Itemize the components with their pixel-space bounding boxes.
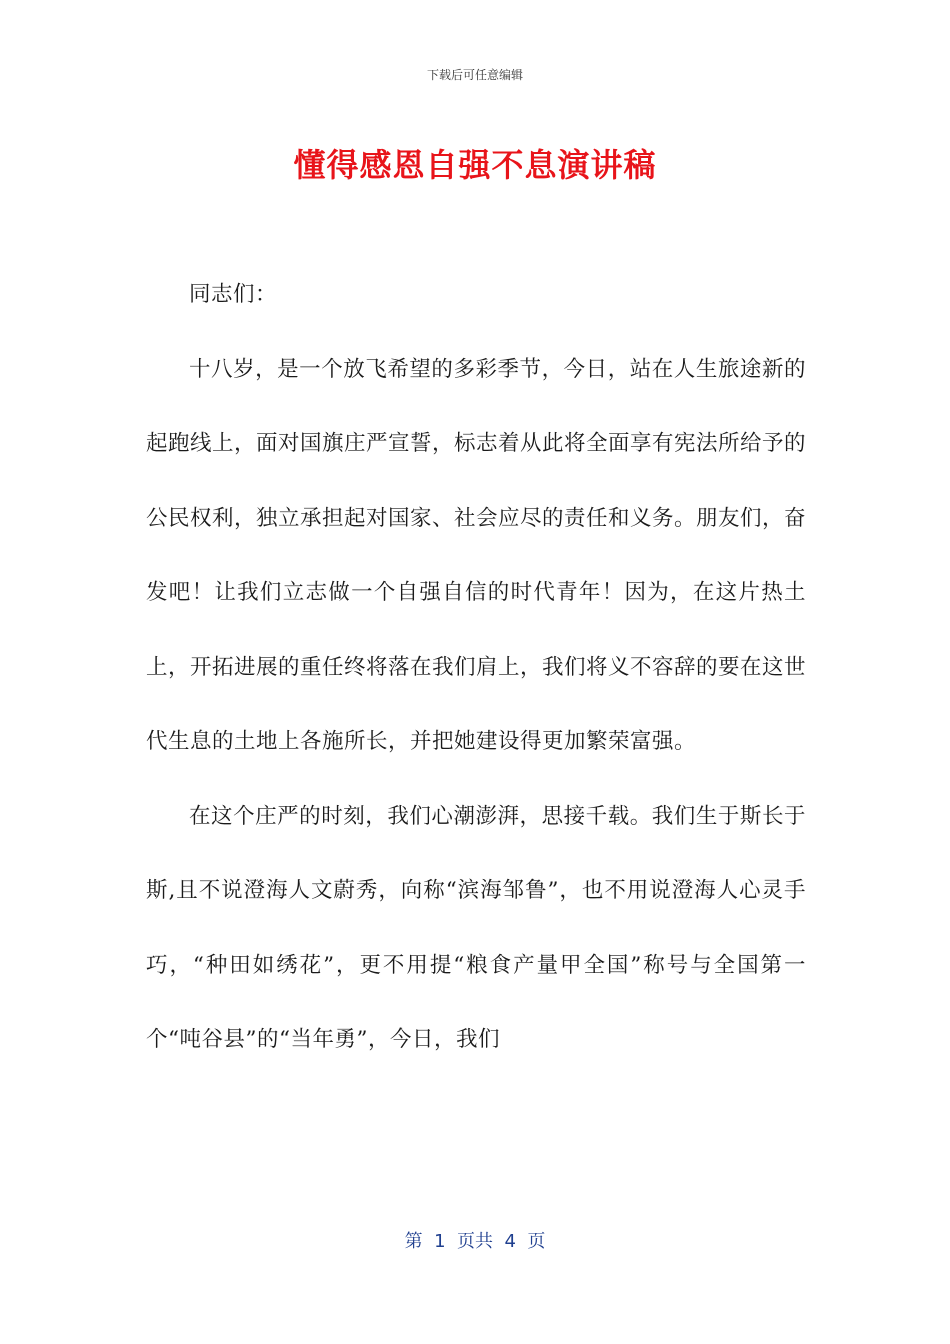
header-note: 下载后可任意编辑 xyxy=(426,68,523,82)
paragraph: 在这个庄严的时刻，我们心潮澎湃，思接千载。我们生于斯长于斯,且不说澄海人文蔚秀，向称“滨海邹鲁”，也不用说澄海人心灵手巧，“种田如绣花”，更不用提“粮食产量甲全国”称号与全国第一个“吨谷县”的“当年勇”，今日，我们 xyxy=(146,803,806,1052)
paragraph-salutation: 同志们： xyxy=(189,282,278,307)
paragraph: 十八岁，是一个放飞希望的多彩季节，今日，站在人生旅途新的起跑线上，面对国旗庄严宣誓，标志着从此将全面享有宪法所给予的公民权利，独立承担起对国家、社会应尽的责任和义务。朋友们，奋发吧！让我们立志做一个自强自信的时代青年！因为，在这片热土上，开拓进展的重任终将落在我们肩上，我们将义不容辞的要在这世代生息的土地上各施所长，并把她建设得更加繁荣富强。 xyxy=(146,356,807,754)
page-number-footer: 第 1 页共 4 页 xyxy=(404,1231,546,1252)
document-body xyxy=(146,258,806,1078)
document-title: 懂得感恩自强不息演讲稿 xyxy=(293,146,657,184)
